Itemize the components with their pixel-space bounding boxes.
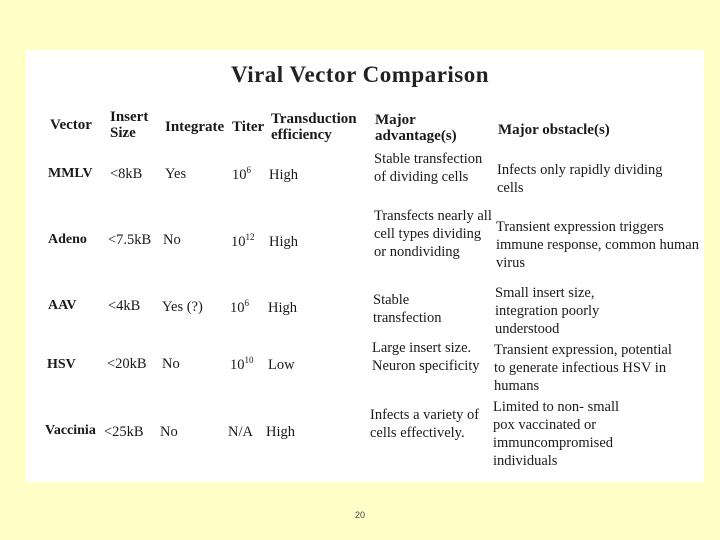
row-adeno-advantage: Transfects nearly all cell types dividing or nondividing <box>374 208 492 260</box>
row-adeno-titer: $10^{12}$ <box>231 232 255 250</box>
row-hsv-titer: $10^{10}$ <box>230 355 254 373</box>
row-adeno-obstacle: Transient expression triggers immune response, common human virus <box>496 219 699 271</box>
row-vaccinia-vector: Vaccinia <box>45 423 96 438</box>
row-aav-advantage: Stable transfection <box>373 292 442 326</box>
header-major-advantage: Major advantage(s) <box>375 112 457 144</box>
header-titer: Titer <box>232 119 265 135</box>
row-hsv-advantage: Large insert size. Neuron specificity <box>372 340 480 374</box>
header-integrate: Integrate <box>165 119 225 135</box>
row-mmlv-titer: $10^6$ <box>232 165 251 183</box>
row-mmlv-vector: MMLV <box>48 166 93 181</box>
header-vector: Vector <box>50 117 92 133</box>
page-title: Viral Vector Comparison <box>230 62 490 87</box>
row-aav-titer: $10^6$ <box>230 298 249 316</box>
row-mmlv-advantage: Stable transfection of dividing cells <box>374 151 483 185</box>
row-adeno-integrate: No <box>163 232 181 248</box>
row-hsv-insert: <20kB <box>107 356 147 372</box>
page-number: 20 <box>354 510 365 520</box>
header-major-obstacle: Major obstacle(s) <box>498 122 610 138</box>
row-aav-obstacle: Small insert size, integration poorly understood <box>495 285 600 337</box>
row-aav-vector: AAV <box>48 298 77 313</box>
header-transduction-efficiency: Transduction efficiency <box>271 111 357 143</box>
row-hsv-efficiency: Low <box>268 357 295 373</box>
row-adeno-vector: Adeno <box>48 232 87 247</box>
row-vaccinia-obstacle: Limited to non- small pox vaccinated or immuncompromised individuals <box>493 399 620 469</box>
row-vaccinia-efficiency: High <box>266 424 295 440</box>
row-hsv-obstacle: Transient expression, potential to generate infectious HSV in humans <box>494 342 672 394</box>
header-insert-size: Insert Size <box>110 109 149 141</box>
row-hsv-vector: HSV <box>47 357 76 372</box>
row-mmlv-integrate: Yes <box>165 166 187 182</box>
row-vaccinia-advantage: Infects a variety of cells effectively. <box>370 407 480 441</box>
row-mmlv-efficiency: High <box>269 167 298 183</box>
row-vaccinia-integrate: No <box>160 424 178 440</box>
row-hsv-integrate: No <box>162 356 180 372</box>
row-adeno-efficiency: High <box>269 234 298 250</box>
row-adeno-insert: <7.5kB <box>108 232 152 248</box>
row-mmlv-insert: <8kB <box>110 166 143 182</box>
row-mmlv-obstacle: Infects only rapidly dividing cells <box>497 162 663 196</box>
row-aav-efficiency: High <box>268 300 297 316</box>
row-vaccinia-insert: <25kB <box>104 424 144 440</box>
row-aav-insert: <4kB <box>108 298 141 314</box>
row-vaccinia-titer: N/A <box>228 424 253 440</box>
row-aav-integrate: Yes (?) <box>162 299 203 315</box>
